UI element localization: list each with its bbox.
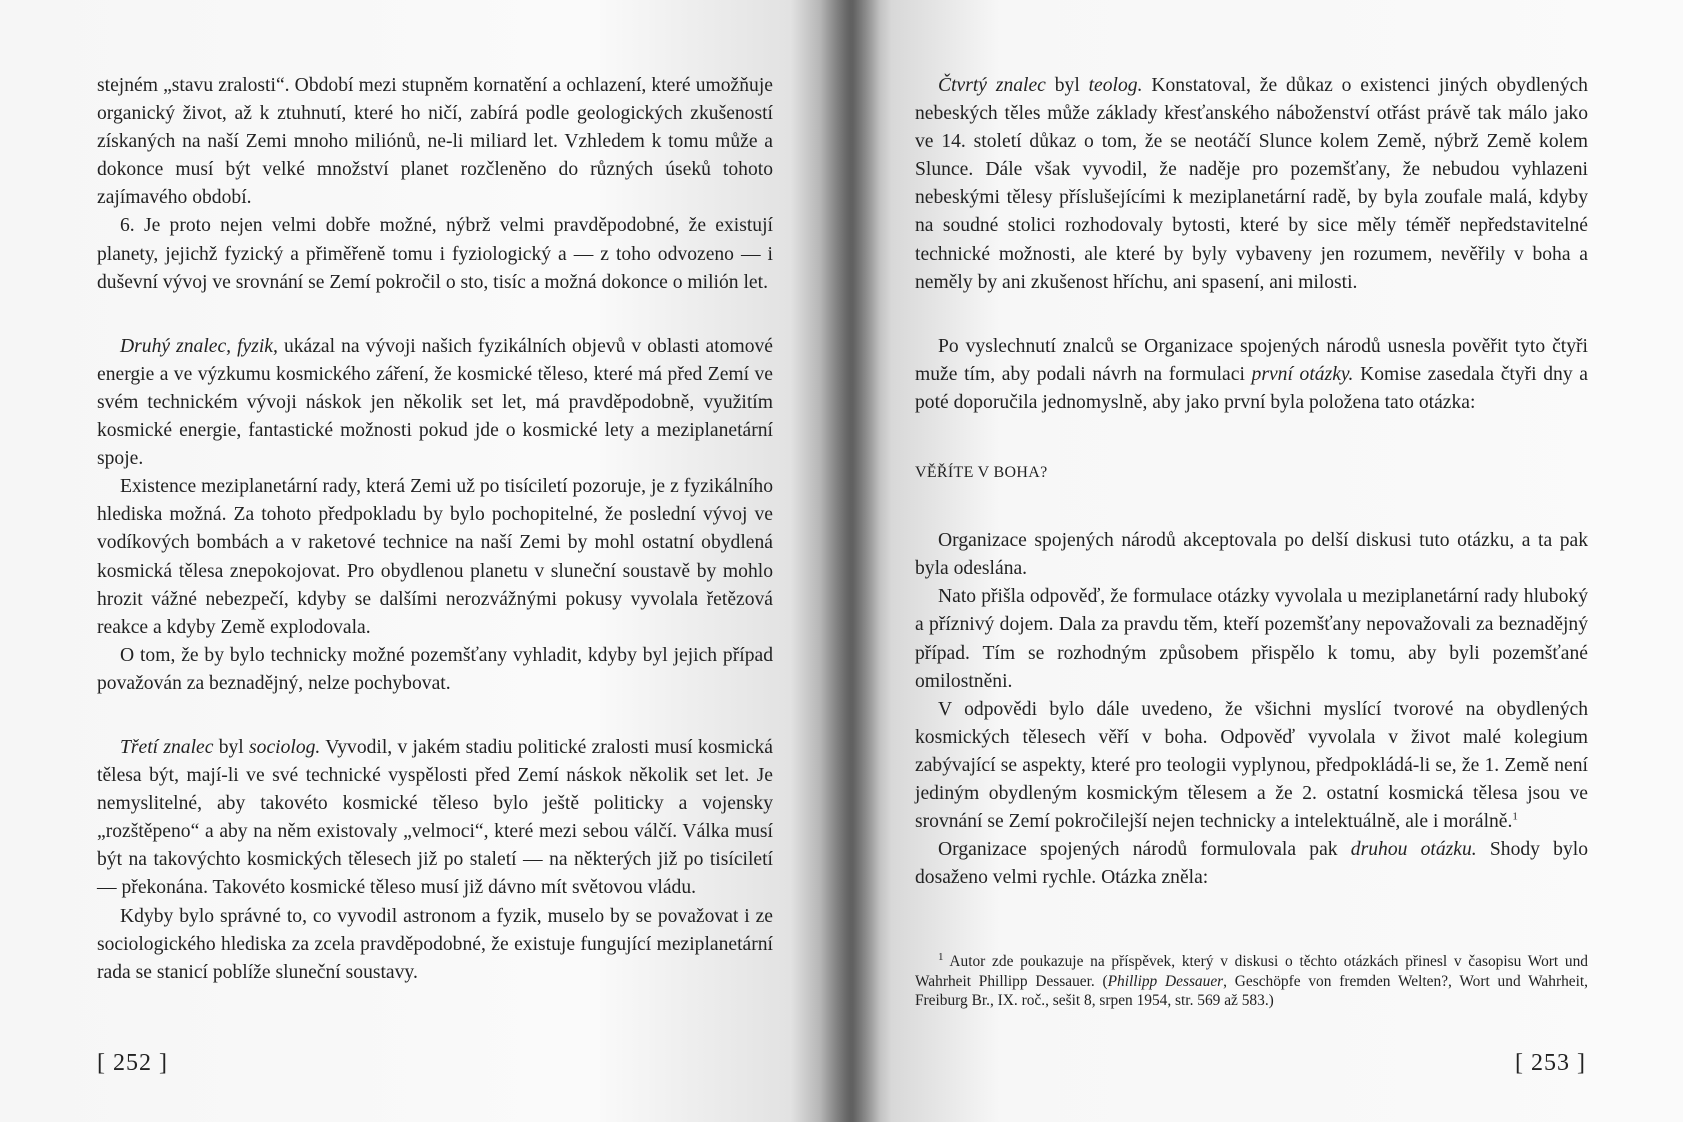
paragraph: O tom, že by bylo technicky možné pozemšťany vyhladit, kdyby byl jejich případ považován za beznadějný, nelze pochybovat.: [97, 644, 773, 694]
italic-text: Třetí znalec: [120, 736, 214, 758]
italic-text: teolog.: [1088, 75, 1143, 96]
footnote: [915, 952, 1588, 1011]
italic-text: sociolog.: [249, 736, 321, 758]
paragraph: [97, 333, 773, 473]
paragraph: [915, 696, 1588, 836]
footnote-text: [915, 952, 1588, 1011]
paragraph: 6. Je proto nejen velmi dobře možné, nýbrž velmi pravděpodobné, že existují planety, jejichž fyzický a přiměřeně tomu i fyziologický a — z toho odvozeno — i duševní vývoj ve srovnání se Zemí pokročil o sto, tisíc a možná dokonce o milión let.: [97, 215, 773, 293]
right-page-body: [915, 72, 1588, 892]
italic-text: Čtvrtý znalec: [938, 75, 1046, 96]
footnote-reference: 1: [1512, 810, 1518, 823]
paragraph: Kdyby bylo správné to, co vyvodil astronom a fyzik, muselo by se považovat i ze sociologického hlediska za zcela pravděpodobné, že existuje fungující meziplanetární rada se stanicí poblíže sluneční soustavy.: [97, 905, 773, 983]
paragraph: Nato přišla odpověď, že formulace otázky vyvolala u meziplanetární rady hluboký a příznivý dojem. Dala za pravdu těm, kteří pozemšťany nepovažovali za beznadějný případ. Tím se rozhodným způsobem přispělo k tomu, aby byli pozemšťané omilostněni.: [915, 586, 1588, 692]
paragraph: Organizace spojených národů akceptovala po delší diskusi tuto otázku, a ta pak byla odeslána.: [915, 530, 1588, 580]
paragraph-text: byl: [1045, 75, 1089, 96]
left-page-body: [97, 72, 773, 987]
italic-text: druhou otázku.: [1350, 839, 1477, 861]
question-heading: VĚŘÍTE V BOHA?: [915, 464, 1048, 482]
paragraph: [97, 734, 773, 903]
page-number-right: [ 253 ]: [1515, 1050, 1586, 1076]
paragraph-text: V odpovědi bylo dále uvedeno, že všichni myslící tvorové na obydlených kosmických tělesech věří v boha. Odpověď vyvolala v život malé kolegium zabývající se aspekty, které pro teologii vyplynou, předpokládá-li se, že 1. Země není jediným obydleným kosmickým tělesem a že 2. ostatní kosmická tělesa jsou ve srovnání se Zemí pokročilejší nejen technicky a intelektuálně, ale i morálně.: [915, 698, 1588, 833]
paragraph-text: Organizace spojených národů formulovala pak: [938, 839, 1351, 861]
book-gutter: [820, 0, 880, 1122]
paragraph-text: Konstatoval, že důkaz o existenci jiných obydlených nebeských těles může základy křesťanského náboženství otřást právě tak málo jako ve 14. století důkaz o tom, že se neotáčí Slunce kolem Země, nýbrž Země kolem Slunce. Dále však vyvodil, že naděje pro pozemšťany, že nebudou vyhlazeni nebeskými tělesy příslušejícími k meziplanetární radě, by byla zoufale malá, kdyby na soudné stolici rozhodovaly bytosti, které by sice měly téměř nepředstavitelné technické možnosti, ale které by byly vybaveny jen rozumem, nevěřily v boha a neměly by ani zkušenost hříchu, ani spasení, ani milosti.: [915, 75, 1588, 293]
paragraph: Existence meziplanetární rady, která Zemi už po tisíciletí pozoruje, je z fyzikálního hlediska možná. Za tohoto předpokladu by bylo pochopitelné, že poslední vývoj ve vodíkových bombách a v raketové technice na naší Zemi by mohl ostatní obydlená kosmická tělesa znepokojovat. Pro obydlenou planetu v sluneční soustavě by mohlo hrozit vážné nebezpečí, kdyby se dalšími nerozvážnými pokusy vyvolala řetězová reakce a kdyby Země explodovala.: [97, 476, 773, 638]
paragraph-text: Vyvodil, v jakém stadiu politické zralosti musí kosmická tělesa být, mají-li ve své technické vyspělosti před Zemí náskok několik set let. Je nemyslitelné, aby takovéto kosmické těleso bylo ještě politicky a vojensky „rozštěpeno“ a aby na něm existovaly „velmoci“, které mezi sebou válčí. Válka musí být na takovýchto kosmických tělesech již po staletí — na některých již po tisíciletí — překonána. Takovéto kosmické těleso musí již dávno mít světovou vládu.: [97, 736, 773, 899]
paragraph: [915, 333, 1588, 417]
paragraph-text: Po vyslechnutí znalců se Organizace spojených národů usnesla pověřit tyto čtyři muže tím, aby podali návrh na formulaci: [915, 335, 1588, 385]
italic-text: Phillipp Dessauer: [1107, 972, 1224, 990]
paragraph: stejném „stavu zralosti“. Období mezi stupněm kornatění a ochlazení, které umožňuje organický život, až k ztuhnutí, které ho ničí, zabírá podle geologických zkušeností získaných na naší Zemi mnoho miliónů, ne-li miliard let. Vzhledem k tomu může a dokonce musí být velké množství planet rozčleněno do různých úseků tohoto zajímavého období.: [97, 75, 773, 209]
italic-text: Druhý znalec, fyzik,: [120, 335, 278, 357]
page-number-left: [ 252 ]: [97, 1050, 168, 1076]
italic-text: první otázky.: [1251, 363, 1354, 385]
paragraph-text: byl: [213, 736, 250, 758]
footnote-body: Autor zde poukazuje na příspěvek, který v diskusi o těchto otázkách přinesl v časopisu Wort und Wahrheit Phillipp Dessauer. (: [915, 953, 1588, 990]
paragraph-text: Shody bylo dosaženo velmi rychle. Otázka zněla:: [915, 839, 1589, 889]
footnote-number: 1: [938, 950, 944, 963]
paragraph-text: ukázal na vývoji našich fyzikálních objevů v oblasti atomové energie a ve výzkumu kosmického záření, že kosmické těleso, které má před Zemí ve svém technickém vývoji náskok jen několik set let, má pravděpodobně, využitím kosmické energie, fantastické možnosti pokud jde o kosmické lety a meziplanetární spoje.: [97, 335, 773, 470]
footnote-body: , Geschöpfe von fremden Welten?, Wort und Wahrheit, Freiburg Br., IX. roč., sešit 8, srpen 1954, str. 569 až 583.): [915, 972, 1589, 1009]
paragraph: [915, 72, 1588, 297]
paragraph: [915, 836, 1588, 892]
paragraph-text: Komise zasedala čtyři dny a poté doporučila jednomyslně, aby jako první byla položena tato otázka:: [915, 363, 1588, 413]
